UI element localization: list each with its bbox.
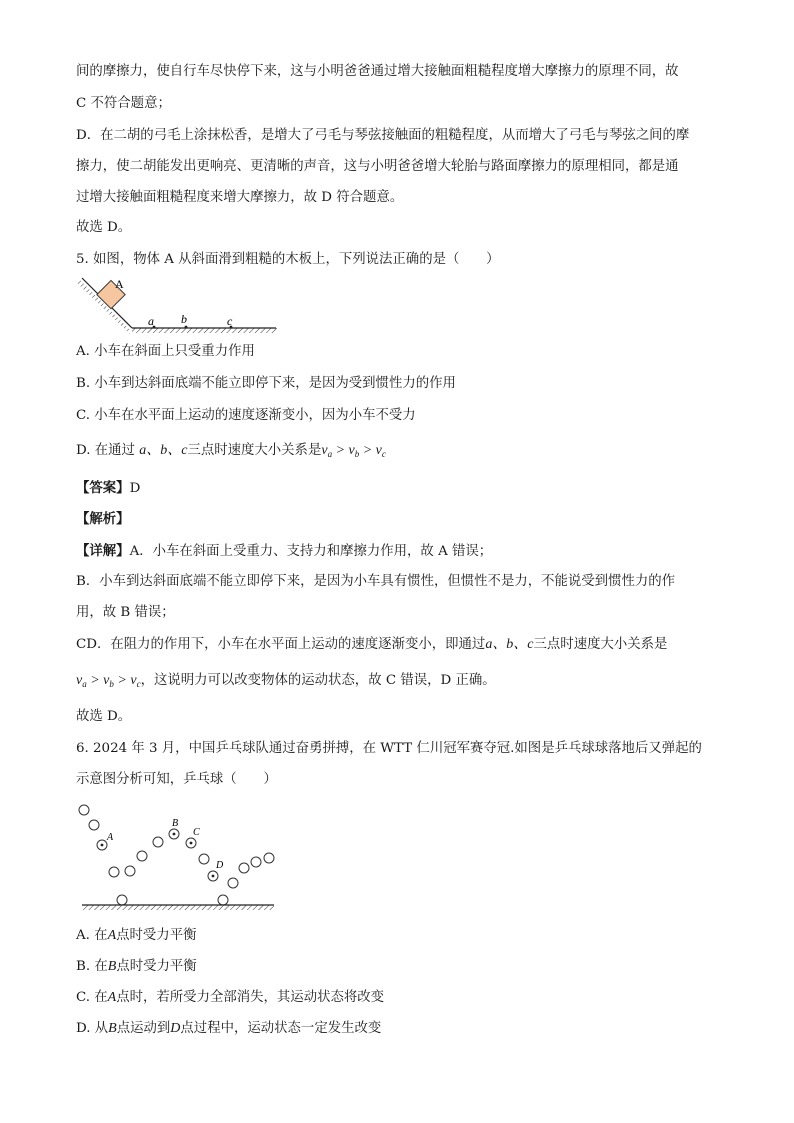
q5-option-d: D. 在通过 a、b、c三点时速度大小关系是$v_a > v_b > v_c$ — [76, 443, 386, 459]
q4-option-c-text-1: 间的摩擦力，使自行车尽快停下来，这与小明爸爸通过增大接触面粗糙程度增大摩擦力的原理不同，故 — [76, 64, 679, 79]
q4-option-c-text-2: C 不符合题意； — [76, 96, 171, 111]
q4-conclusion: 故选 D。 — [76, 220, 132, 235]
q5-option-a: A. 小车在斜面上只受重力作用 — [76, 344, 255, 359]
q5-option-c: C. 小车在水平面上运动的速度逐渐变小，因为小车不受力 — [76, 408, 416, 423]
block-a-label: A — [115, 277, 124, 291]
q6-stem-2: 示意图分析可知，乒乓球（ ） — [76, 772, 277, 787]
q4-option-d-text-3: 过增大接触面粗糙程度来增大摩擦力，故 D 符合题意。 — [76, 190, 404, 205]
q5-detail-cd-1: CD．在阻力的作用下，小车在水平面上运动的速度逐渐变小，即通过a、b、c三点时速度大小关系是 — [76, 637, 668, 652]
q5-stem: 5. 如图，物体 A 从斜面滑到粗糙的木板上，下列说法正确的是（ ） — [76, 252, 500, 267]
q5-detail-b-1: B．小车到达斜面底端不能立即停下来，是因为小车具有惯性，但惯性不是力，不能说受到惯性力的作 — [76, 574, 676, 589]
q6-ball-bounce-figure — [76, 798, 281, 916]
q6-option-d: D. 从B点运动到D点过程中，运动状态一定发生改变 — [76, 1021, 382, 1036]
point-c-label: c — [227, 314, 233, 328]
ball-label-d: D — [216, 860, 224, 871]
q5-incline-figure — [76, 274, 281, 338]
ball-label-a: A — [107, 832, 114, 843]
point-a-label: a — [148, 314, 154, 328]
point-b-label: b — [181, 312, 187, 326]
q5-detail-cd-2: $v_a > v_b > v_c$，这说明力可以改变物体的运动状态，故 C 错误，D 正确。 — [76, 673, 496, 689]
q5-conclusion: 故选 D。 — [76, 709, 132, 724]
q5-option-b: B. 小车到达斜面底端不能立即停下来，是因为受到惯性力的作用 — [76, 376, 456, 391]
q5-detail-a: 【详解】A．小车在斜面上受重力、支持力和摩擦力作用，故 A 错误； — [76, 543, 493, 559]
q5-answer: 【答案】D — [76, 480, 141, 496]
ball-label-c: C — [193, 827, 200, 838]
q5-detail-b-2: 用，故 B 错误； — [76, 605, 175, 620]
q6-option-b: B. 在B点时受力平衡 — [76, 959, 197, 974]
q6-option-a: A. 在A点时受力平衡 — [76, 928, 197, 943]
q6-stem-1: 6. 2024 年 3 月，中国乒乓球队通过奋勇拼搏，在 WTT 仁川冠军赛夺冠.如图是乒乓球球落地后又弹起的 — [76, 741, 702, 756]
q4-option-d-text-2: 擦力，使二胡能发出更响亮、更清晰的声音，这与小明爸爸增大轮胎与路面摩擦力的原理相同，都是通 — [76, 159, 679, 174]
ball-label-b: B — [172, 818, 179, 829]
q5-analysis-label: 【解析】 — [76, 511, 130, 527]
q4-option-d-text-1: D．在二胡的弓毛上涂抹松香，是增大了弓毛与琴弦接触面的粗糙程度，从而增大了弓毛与琴弦之间的摩 — [76, 128, 690, 143]
q6-option-c: C. 在A点时，若所受力全部消失，其运动状态将改变 — [76, 990, 385, 1005]
